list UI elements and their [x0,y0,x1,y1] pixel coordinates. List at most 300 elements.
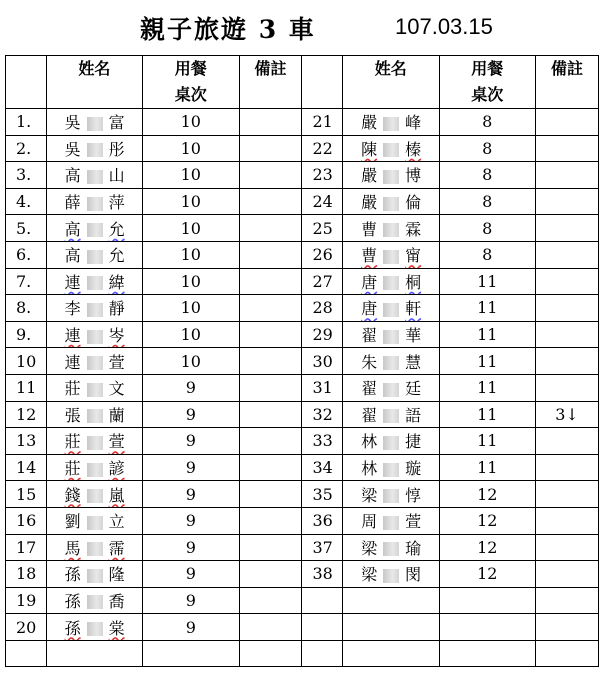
member-name [46,587,142,614]
member-name [343,162,439,189]
given-name: 彤 [108,139,125,159]
row-number: 33 [302,428,343,455]
member-name [46,215,142,242]
surname: 連 [64,272,81,292]
note-cell [535,348,598,375]
redaction-block [383,223,399,237]
member-name [343,614,439,641]
page-date: 107.03.15 [395,14,493,39]
table-row [6,481,599,508]
table-number: 12 [439,534,535,561]
member-name [343,454,439,481]
note-cell [239,374,302,401]
member-name [46,135,142,162]
table-number: 11 [439,295,535,322]
redaction-block [87,303,103,317]
row-number: 14 [6,454,47,481]
given-name: 軒 [405,299,422,319]
redaction-block [383,516,399,530]
surname: 唐 [361,272,378,292]
redaction-block [383,250,399,264]
table-row [6,268,599,295]
surname: 翟 [361,405,378,425]
redaction-block [383,117,399,131]
note-cell [535,561,598,588]
note-cell [239,241,302,268]
row-number: 2. [6,135,47,162]
redaction-block [383,383,399,397]
given-name: 文 [108,379,125,399]
row-number: 28 [302,295,343,322]
row-number: 10 [6,348,47,375]
redaction-block [87,383,103,397]
col-name-right: 姓名 [343,56,439,109]
given-name: 山 [108,166,125,186]
col-note-left: 備註 [239,56,302,109]
given-name: 岑 [108,326,125,346]
table-row [6,454,599,481]
row-number: 9. [6,321,47,348]
member-name [46,507,142,534]
table-number: 11 [439,321,535,348]
surname: 孫 [64,618,81,638]
redaction-block [383,409,399,423]
table-number: 10 [143,295,239,322]
surname: 梁 [361,565,378,585]
note-cell [535,109,598,136]
redaction-block [87,436,103,450]
surname: 莊 [64,459,81,479]
surname: 張 [64,405,81,425]
table-row [6,640,599,667]
note-cell [239,188,302,215]
member-name [46,162,142,189]
redaction-block [87,276,103,290]
note-cell [535,268,598,295]
table-number: 10 [143,215,239,242]
member-name [46,481,142,508]
member-name [46,188,142,215]
redaction-block [383,197,399,211]
row-number: 36 [302,507,343,534]
note-cell [239,507,302,534]
table-number: 10 [143,162,239,189]
col-table-left [143,56,239,109]
note-cell [239,534,302,561]
page-title: 親子旅遊 3 車 [140,15,316,44]
redaction-block [383,143,399,157]
member-name [46,295,142,322]
member-name [343,348,439,375]
redaction-block [87,516,103,530]
col-number-left [6,56,47,109]
note-cell [535,321,598,348]
note-cell [535,428,598,455]
note-cell: 3↓ [535,401,598,428]
redaction-block [87,409,103,423]
redaction-block [87,250,103,264]
row-number: 29 [302,321,343,348]
member-name [46,454,142,481]
note-cell [535,135,598,162]
surname: 曹 [361,246,378,266]
table-number: 10 [143,135,239,162]
member-name [343,135,439,162]
redaction-block [383,542,399,556]
given-name: 博 [405,166,422,186]
table-row [6,428,599,455]
table-row [6,534,599,561]
given-name: 喬 [108,591,125,611]
note-cell [239,454,302,481]
redaction-block [87,117,103,131]
member-name [46,348,142,375]
table-row [6,109,599,136]
redaction-block [383,569,399,583]
table-number: 8 [439,109,535,136]
note-cell [535,454,598,481]
row-number: 7. [6,268,47,295]
surname: 莊 [64,432,81,452]
surname: 劉 [64,512,81,532]
surname: 孫 [64,591,81,611]
given-name: 允 [108,246,125,266]
redaction-block [383,330,399,344]
note-cell [239,614,302,641]
row-number [302,614,343,641]
surname: 翟 [361,379,378,399]
member-name [46,374,142,401]
note-cell [239,640,302,667]
member-name [46,109,142,136]
given-name: 萱 [108,432,125,452]
note-cell [239,587,302,614]
row-number: 12 [6,401,47,428]
table-row [6,587,599,614]
redaction-block [383,436,399,450]
note-cell [535,162,598,189]
note-cell [239,481,302,508]
table-number: 11 [439,454,535,481]
note-cell [239,295,302,322]
surname: 高 [64,219,81,239]
table-row [6,401,599,428]
note-cell [239,321,302,348]
note-cell [535,188,598,215]
row-number [302,587,343,614]
given-name: 蘭 [108,405,125,425]
redaction-block [87,356,103,370]
table-number: 12 [439,481,535,508]
redaction-block [87,569,103,583]
note-cell [535,295,598,322]
table-row [6,374,599,401]
row-number: 5. [6,215,47,242]
surname: 林 [361,459,378,479]
table-number: 11 [439,374,535,401]
row-number: 26 [302,241,343,268]
surname: 馬 [64,538,81,558]
given-name: 華 [405,326,422,346]
row-number: 25 [302,215,343,242]
member-name [343,215,439,242]
given-name: 允 [108,219,125,239]
row-number [302,640,343,667]
member-name [343,241,439,268]
redaction-block [383,356,399,370]
given-name: 富 [108,113,125,133]
member-name [343,374,439,401]
member-name [46,614,142,641]
member-name [46,241,142,268]
row-number: 32 [302,401,343,428]
row-number: 18 [6,561,47,588]
table-number [143,640,239,667]
surname: 唐 [361,299,378,319]
redaction-block [87,170,103,184]
given-name: 峰 [405,113,422,133]
member-name [343,428,439,455]
note-cell [239,428,302,455]
surname: 連 [64,352,81,372]
redaction-block [87,463,103,477]
table-number: 9 [143,374,239,401]
redaction-block [87,595,103,609]
note-cell [535,374,598,401]
table-number [439,640,535,667]
row-number: 17 [6,534,47,561]
note-cell [535,241,598,268]
given-name: 慧 [405,352,422,372]
surname: 錢 [64,485,81,505]
given-name: 甯 [405,246,422,266]
member-name [343,561,439,588]
table-number: 9 [143,507,239,534]
member-name [343,640,439,667]
row-number [6,640,47,667]
note-cell [239,162,302,189]
note-cell [535,640,598,667]
roster-table [5,55,599,667]
table-number: 9 [143,587,239,614]
note-cell [239,215,302,242]
member-name [46,534,142,561]
surname: 嚴 [361,166,378,186]
row-number: 30 [302,348,343,375]
table-row [6,321,599,348]
table-number: 11 [439,401,535,428]
row-number: 3. [6,162,47,189]
table-number [439,614,535,641]
table-number: 9 [143,401,239,428]
given-name: 霖 [405,219,422,239]
row-number: 23 [302,162,343,189]
surname: 高 [64,166,81,186]
table-row [6,507,599,534]
note-cell [239,561,302,588]
given-name: 廷 [405,379,422,399]
note-cell [535,507,598,534]
surname: 孫 [64,565,81,585]
given-name: 諺 [108,459,125,479]
table-number: 8 [439,135,535,162]
surname: 林 [361,432,378,452]
redaction-block [87,489,103,503]
table-row [6,241,599,268]
table-number: 12 [439,507,535,534]
member-name [343,481,439,508]
row-number: 22 [302,135,343,162]
table-number: 9 [143,481,239,508]
table-row [6,348,599,375]
member-name [343,401,439,428]
col-number-right [302,56,343,109]
table-number: 11 [439,268,535,295]
redaction-block [383,489,399,503]
member-name [343,188,439,215]
note-cell [535,215,598,242]
row-number: 19 [6,587,47,614]
surname: 吳 [64,139,81,159]
given-name: 桐 [405,272,422,292]
page-header [0,10,607,46]
surname: 翟 [361,326,378,346]
given-name: 瑜 [405,538,422,558]
col-name-left: 姓名 [46,56,142,109]
member-name [343,507,439,534]
note-cell [535,614,598,641]
row-number: 27 [302,268,343,295]
member-name [46,321,142,348]
table-row [6,295,599,322]
row-number: 37 [302,534,343,561]
member-name [46,640,142,667]
row-number: 4. [6,188,47,215]
given-name: 霈 [108,538,125,558]
surname: 李 [64,299,81,319]
table-number: 11 [439,348,535,375]
table-row [6,215,599,242]
member-name [343,268,439,295]
table-number: 9 [143,614,239,641]
col-table-line1: 用餐 [471,59,504,78]
note-cell [535,481,598,508]
table-number: 10 [143,268,239,295]
table-number: 9 [143,534,239,561]
surname: 薛 [64,193,81,213]
table-number: 8 [439,188,535,215]
table-number: 8 [439,162,535,189]
note-cell [535,587,598,614]
table-number: 9 [143,454,239,481]
note-cell [239,109,302,136]
surname: 高 [64,246,81,266]
given-name: 語 [405,405,422,425]
table-row [6,188,599,215]
surname: 陳 [361,139,378,159]
table-number: 8 [439,241,535,268]
given-name: 緯 [108,272,125,292]
table-number: 10 [143,188,239,215]
row-number: 31 [302,374,343,401]
member-name [343,295,439,322]
note-cell [535,534,598,561]
note-cell [239,268,302,295]
member-name [343,534,439,561]
table-number: 10 [143,348,239,375]
table-row [6,135,599,162]
row-number: 24 [302,188,343,215]
header-row [6,56,599,109]
row-number: 34 [302,454,343,481]
surname: 梁 [361,538,378,558]
col-table-line2: 桌次 [471,85,504,104]
col-table-right [439,56,535,109]
row-number: 11 [6,374,47,401]
note-cell [239,348,302,375]
member-name [46,561,142,588]
given-name: 萍 [108,193,125,213]
roster-body [6,109,599,667]
given-name: 萱 [108,352,125,372]
table-number: 8 [439,215,535,242]
row-number: 13 [6,428,47,455]
table-number: 9 [143,428,239,455]
given-name: 榛 [405,139,422,159]
row-number: 21 [302,109,343,136]
given-name: 閔 [405,565,422,585]
surname: 嚴 [361,113,378,133]
row-number: 35 [302,481,343,508]
member-name [46,401,142,428]
table-number: 10 [143,241,239,268]
given-name: 倫 [405,193,422,213]
redaction-block [383,463,399,477]
surname: 梁 [361,485,378,505]
given-name: 惇 [405,485,422,505]
table-row [6,614,599,641]
member-name [343,109,439,136]
row-number: 38 [302,561,343,588]
redaction-block [87,197,103,211]
redaction-block [87,622,103,636]
given-name: 璇 [405,459,422,479]
given-name: 隆 [108,565,125,585]
given-name: 靜 [108,299,125,319]
surname: 嚴 [361,193,378,213]
table-number: 11 [439,428,535,455]
table-number: 10 [143,321,239,348]
col-note-right: 備註 [535,56,598,109]
redaction-block [87,542,103,556]
member-name [343,321,439,348]
redaction-block [383,170,399,184]
member-name [343,587,439,614]
redaction-block [383,276,399,290]
given-name: 嵐 [108,485,125,505]
note-cell [239,401,302,428]
given-name: 棠 [108,618,125,638]
table-row [6,561,599,588]
table-row [6,162,599,189]
redaction-block [383,303,399,317]
redaction-block [87,223,103,237]
given-name: 捷 [405,432,422,452]
table-number [439,587,535,614]
surname: 曹 [361,219,378,239]
given-name: 萱 [405,512,422,532]
row-number: 16 [6,507,47,534]
